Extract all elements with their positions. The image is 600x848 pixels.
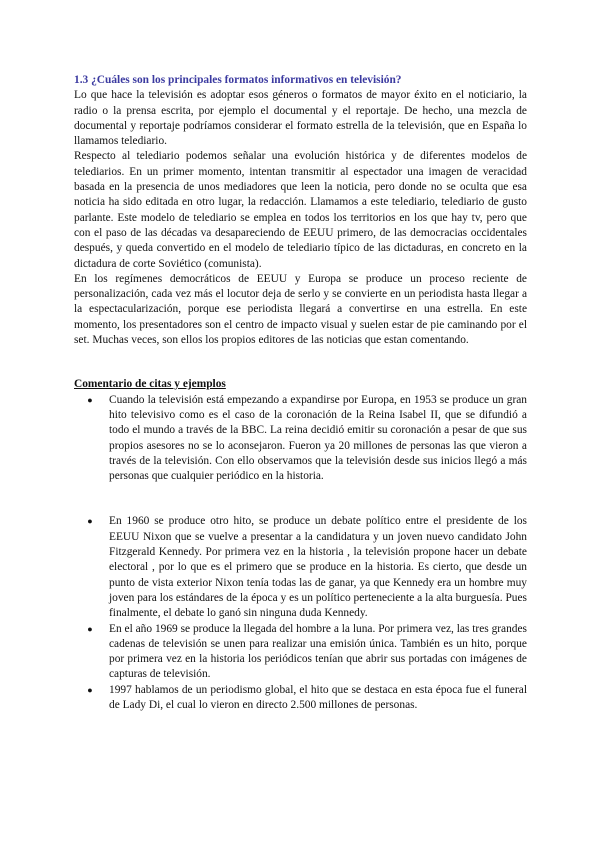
list-item-text: 1997 hablamos de un periodismo global, el hito que se destaca en esta época fue el funeral de Lady Di, el cual lo vieron en directo 2.500 millones de personas. bbox=[109, 683, 527, 711]
list-item-1997 bbox=[74, 683, 527, 714]
list-item-1953 bbox=[74, 393, 527, 485]
list-item-text: En 1960 se produce otro hito, se produce un debate político entre el presidente de los EEUU Nixon que se vuelve a presentar a la candidatura y un joven nuevo candidato John Fitzgerald Kennedy. Por primera vez en la historia , la televisión propone hacer un debate electoral , por lo que es el primero que se produce en la historia. Es cierto, que desde un punto de vista exterior Nixon tenía todas las de ganar, ya que Kennedy era un hombre muy joven para los estándares de la época y es un político perteneciente a la alta burguesía. Pues finalmente, el debate lo ganó sin ninguna duda Kennedy. bbox=[109, 515, 527, 620]
comments-title: Comentario de citas y ejemplos bbox=[74, 378, 226, 391]
bullet-icon: ● bbox=[87, 623, 93, 634]
list-item-1960 bbox=[74, 514, 527, 621]
list-spacer bbox=[74, 484, 527, 514]
bullet-icon: ● bbox=[87, 516, 93, 527]
document-page bbox=[74, 73, 527, 713]
paragraph-personalization: En los regímenes democráticos de EEUU y Europa se produce un proceso reciente de personalización, cada vez más el locutor deja de serlo y se convierte en un periodista hasta llegar a la espectacularización, porque ese periodista llegará a convertirse en una estrella. En este momento, los presentadores son el centro de impacto visual y suelen estar de pie caminando por el set. Muchas veces, son ellos los propios editores de las noticias que estan comentando. bbox=[74, 272, 527, 347]
paragraph-telediario-evolution: Respecto al telediario podemos señalar una evolución histórica y de diferentes modelos de telediarios. En un primer momento, intentan transmitir al espectador una imagen de veracidad basada en la presencia de unos mediadores que leen la noticia, pero donde no se oculta que esa noticia ha sido editada en otro lugar, la redacción. Llamamos a este telediario, telediario de gusto parlante. Este modelo de telediario se emplea en todos los territorios en los que hay tv, pero que con el paso de las décadas va desapareciendo de EEUU primero, de las democracias occidentales después, y queda convertido en el modelo de telediario típico de las dictaduras, en concreto en la dictadura de corte Soviético (comunista). bbox=[74, 150, 527, 270]
examples-list bbox=[74, 393, 527, 714]
list-item-1969 bbox=[74, 622, 527, 683]
paragraph-intro: Lo que hace la televisión es adoptar esos géneros o formatos de mayor éxito en el noticiario, la radio o la prensa escrita, por ejemplo el documental y el reportaje. De hecho, una mezcla de documental y reportaje podríamos considerar el formato estrella de la televisión, que en España lo llamamos telediario. bbox=[74, 89, 527, 148]
section-title: 1.3 ¿Cuáles son los principales formatos informativos en televisión? bbox=[74, 74, 402, 86]
list-item-text: En el año 1969 se produce la llegada del hombre a la luna. Por primera vez, las tres grandes cadenas de televisión se unen para realizar una emisión única. También es un hito, porque por primera vez en la historia los periódicos tenían que abrir sus portadas con imágenes de capturas de televisión. bbox=[109, 622, 527, 681]
bullet-icon: ● bbox=[87, 394, 93, 405]
bullet-icon: ● bbox=[87, 684, 93, 695]
list-item-text: Cuando la televisión está empezando a expandirse por Europa, en 1953 se produce un gran hito televisivo como es el caso de la coronación de la Reina Isabel II, que se difundió a todo el mundo a través de la BBC. La reina decidió emitir su coronación a pesar de que sus propios asesores no se lo aconsejaron. Fueron ya 20 millones de personas las que vieron a través de la televisión. Con ello observamos que la televisión desde sus inicios llegó a más personas que cualquier periódico en la historia. bbox=[109, 393, 527, 483]
